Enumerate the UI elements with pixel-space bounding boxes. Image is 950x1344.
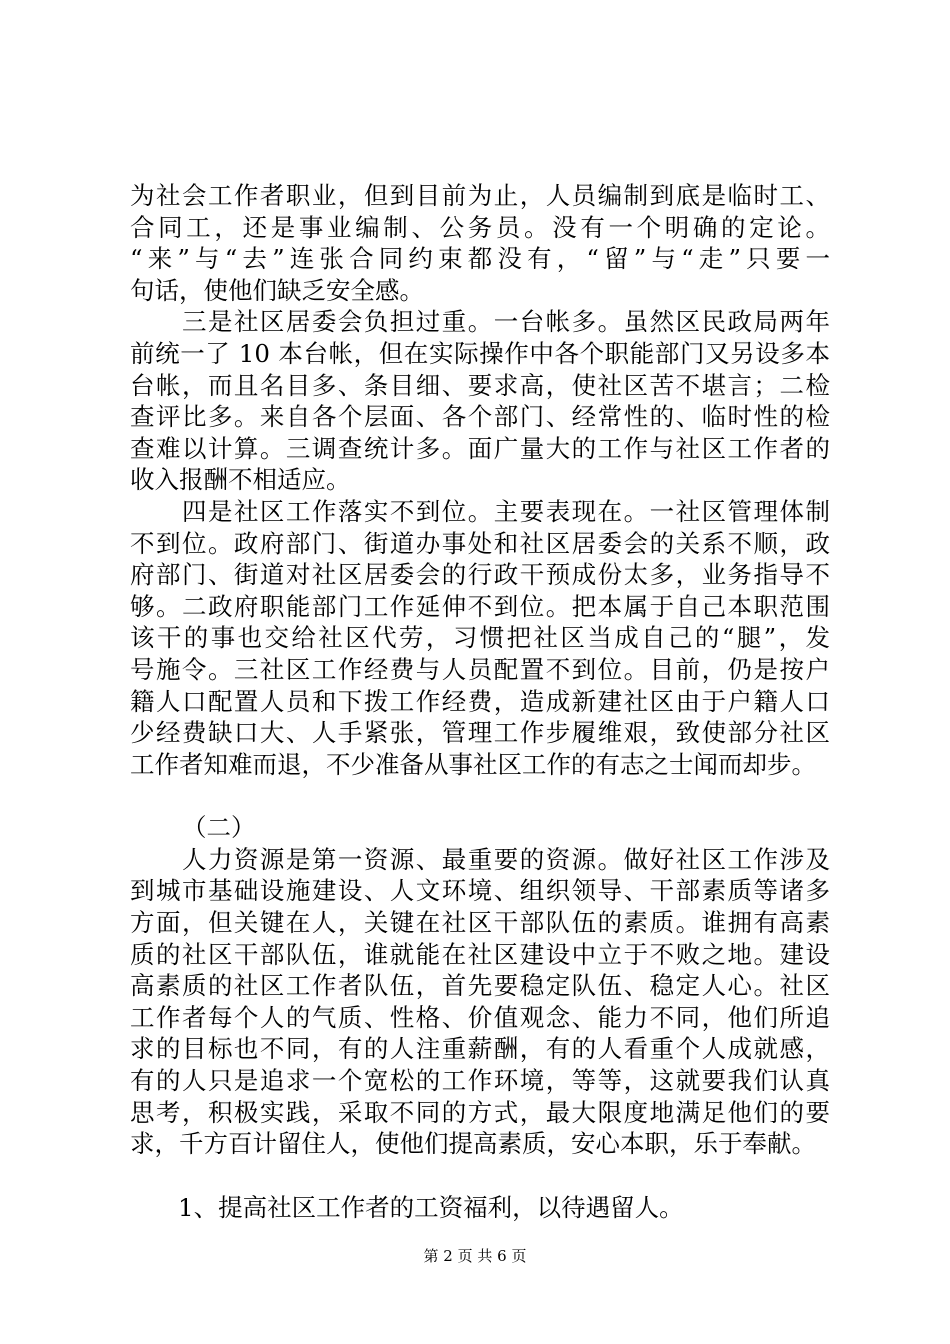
paragraph-3 <box>130 496 830 780</box>
spacer <box>130 780 830 812</box>
text-line: “来”与“去”连张合同约束都没有，“留”与“走”只要一 <box>130 244 830 274</box>
text-line: 前统一了 10 本台帐，但在实际操作中各个职能部门又另设多本 <box>130 338 830 368</box>
text-line: 少经费缺口大、人手紧张，管理工作步履维艰，致使部分社区 <box>130 718 830 748</box>
paragraph-4 <box>130 844 830 1160</box>
text-line: 台帐，而且名目多、条目细、要求高，使社区苦不堪言；二检 <box>130 370 830 400</box>
text-line: 到城市基础设施建设、人文环境、组织领导、干部素质等诸多 <box>130 876 830 906</box>
text-line: 有的人只是追求一个宽松的工作环境，等等，这就要我们认真 <box>130 1066 830 1096</box>
text-line: 高素质的社区工作者队伍，首先要稳定队伍、稳定人心。社区 <box>130 971 830 1001</box>
text-line: 籍人口配置人员和下拨工作经费，造成新建社区由于户籍人口 <box>130 686 830 716</box>
text-line: 句话，使他们缺乏安全感。 <box>130 275 424 305</box>
text-line: 不到位。政府部门、街道办事处和社区居委会的关系不顺，政 <box>130 528 830 558</box>
text-line: 够。二政府职能部门工作延伸不到位。把本属于自己本职范围 <box>130 591 830 621</box>
page-footer: 第 2 页 共 6 页 <box>423 1247 527 1265</box>
text-line: 三是社区居委会负担过重。一台帐多。虽然区民政局两年 <box>182 307 830 337</box>
text-line: 该干的事也交给社区代劳，习惯把社区当成自己的“腿”，发 <box>130 623 830 653</box>
text-line: 为社会工作者职业，但到目前为止，人员编制到底是临时工、 <box>130 181 830 210</box>
text-line: 人力资源是第一资源、最重要的资源。做好社区工作涉及 <box>182 844 830 874</box>
text-line: 求，千方百计留住人，使他们提高素质，安心本职，乐于奉献。 <box>130 1129 816 1159</box>
paragraph-1 <box>130 180 830 306</box>
text-line: 质的社区干部队伍，谁就能在社区建设中立于不败之地。建设 <box>130 939 830 969</box>
document-body <box>130 180 830 1248</box>
text-line: 方面，但关键在人，关键在社区干部队伍的素质。谁拥有高素 <box>130 908 830 938</box>
text-line: 收入报酬不相适应。 <box>130 465 351 495</box>
text-line: 求的目标也不同，有的人注重薪酬，有的人看重个人成就感， <box>130 1034 830 1064</box>
text-line: 府部门、街道对社区居委会的行政干预成份太多，业务指导不 <box>130 560 830 590</box>
text-line: 号施令。三社区工作经费与人员配置不到位。目前，仍是按户 <box>130 654 830 684</box>
text-line: 思考，积极实践，采取不同的方式，最大限度地满足他们的要 <box>130 1097 830 1127</box>
text-line: 查评比多。来自各个层面、各个部门、经常性的、临时性的检 <box>130 402 830 432</box>
text-line: 查难以计算。三调查统计多。面广量大的工作与社区工作者的 <box>130 433 830 463</box>
text-line: 四是社区工作落实不到位。主要表现在。一社区管理体制 <box>182 496 830 526</box>
numbered-item-1: 1、提高社区工作者的工资福利，以待遇留人。 <box>178 1192 684 1222</box>
text-line: 工作者每个人的气质、性格、价值观念、能力不同，他们所追 <box>130 1002 830 1032</box>
paragraph-2 <box>130 306 830 496</box>
text-line: 工作者知难而退，不少准备从事社区工作的有志之士闻而却步。 <box>130 749 816 779</box>
section-heading: （二） <box>182 813 256 843</box>
text-line: 合同工，还是事业编制、公务员。没有一个明确的定论。 <box>130 212 830 242</box>
